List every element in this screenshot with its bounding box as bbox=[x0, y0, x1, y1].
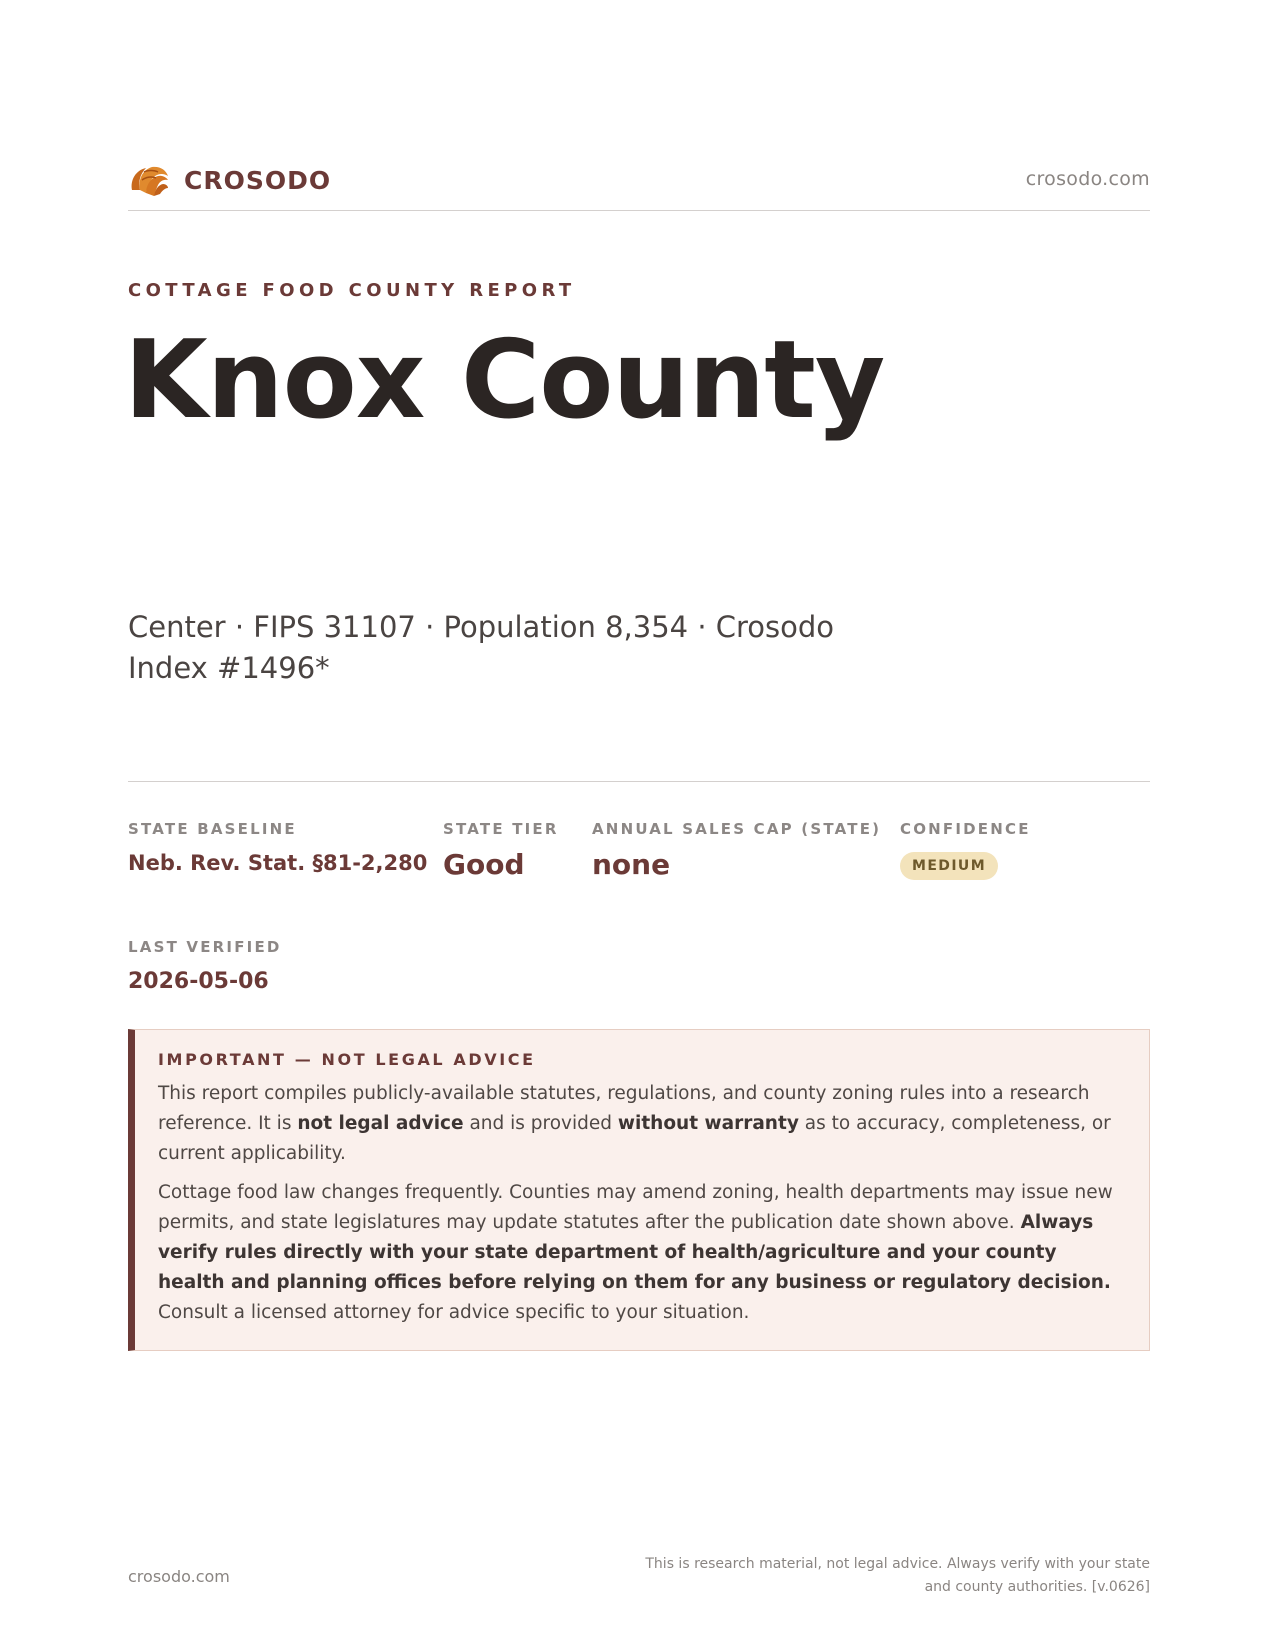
legal-notice bbox=[128, 1029, 1150, 1351]
divider bbox=[128, 781, 1150, 782]
stat-label: STATE TIER bbox=[443, 820, 559, 838]
stat-label: LAST VERIFIED bbox=[128, 938, 282, 956]
notice-paragraph bbox=[158, 1178, 1123, 1328]
notice-text: This report compiles publicly-available statutes, regulations, and county zoning rules into a research reference. It is bbox=[158, 1083, 1090, 1134]
stat-label: CONFIDENCE bbox=[900, 820, 1031, 838]
notice-text: Cottage food law changes frequently. Counties may amend zoning, health departments may issue new permits, and state legislatures may update statutes after the publication date shown above. bbox=[158, 1182, 1113, 1233]
stat-label: ANNUAL SALES CAP (STATE) bbox=[592, 820, 882, 838]
stat-state-tier bbox=[443, 820, 559, 881]
report-eyebrow: COTTAGE FOOD COUNTY REPORT bbox=[128, 280, 576, 301]
page-title: Knox County bbox=[124, 318, 885, 443]
notice-paragraph bbox=[158, 1079, 1123, 1169]
stat-value: Neb. Rev. Stat. §81-2,280 bbox=[128, 851, 428, 875]
croissant-icon bbox=[128, 160, 170, 200]
notice-bold-text: without warranty bbox=[617, 1113, 799, 1134]
stat-value: none bbox=[592, 848, 671, 881]
brand bbox=[128, 160, 331, 200]
stat-value: Good bbox=[443, 848, 525, 881]
page-header bbox=[128, 160, 1150, 211]
stat-annual-sales-cap bbox=[592, 820, 881, 881]
stat-value: 2026-05-06 bbox=[128, 969, 269, 994]
brand-name: CROSODO bbox=[184, 165, 332, 195]
report-page bbox=[124, 0, 1150, 1650]
stat-last-verified bbox=[128, 938, 282, 994]
header-site-link[interactable]: crosodo.com bbox=[1025, 168, 1150, 190]
notice-text: Consult a licensed attorney for advice specific to your situation. bbox=[158, 1302, 750, 1323]
report-subtitle: Center · FIPS 31107 · Population 8,354 · Crosodo Index #1496* bbox=[128, 610, 835, 685]
stat-confidence bbox=[900, 820, 1031, 880]
notice-text: and is provided bbox=[463, 1113, 618, 1134]
stat-state-baseline bbox=[128, 820, 427, 875]
footer-site-link[interactable]: crosodo.com bbox=[128, 1567, 230, 1586]
confidence-badge: MEDIUM bbox=[900, 852, 998, 880]
notice-bold-text: Always verify rules directly with your state department of health/agriculture and your county health and planning offices before relying on them for any business or regulatory decision. bbox=[158, 1212, 1111, 1293]
footer-disclaimer: This is research material, not legal advice. Always verify with your state and county authorities. [v.0626] bbox=[645, 1556, 1150, 1595]
notice-text: as to accuracy, completeness, or current applicability. bbox=[158, 1113, 1111, 1164]
notice-bold-text: not legal advice bbox=[297, 1113, 464, 1134]
notice-title: IMPORTANT — NOT LEGAL ADVICE bbox=[158, 1050, 536, 1069]
stat-label: STATE BASELINE bbox=[128, 820, 297, 838]
